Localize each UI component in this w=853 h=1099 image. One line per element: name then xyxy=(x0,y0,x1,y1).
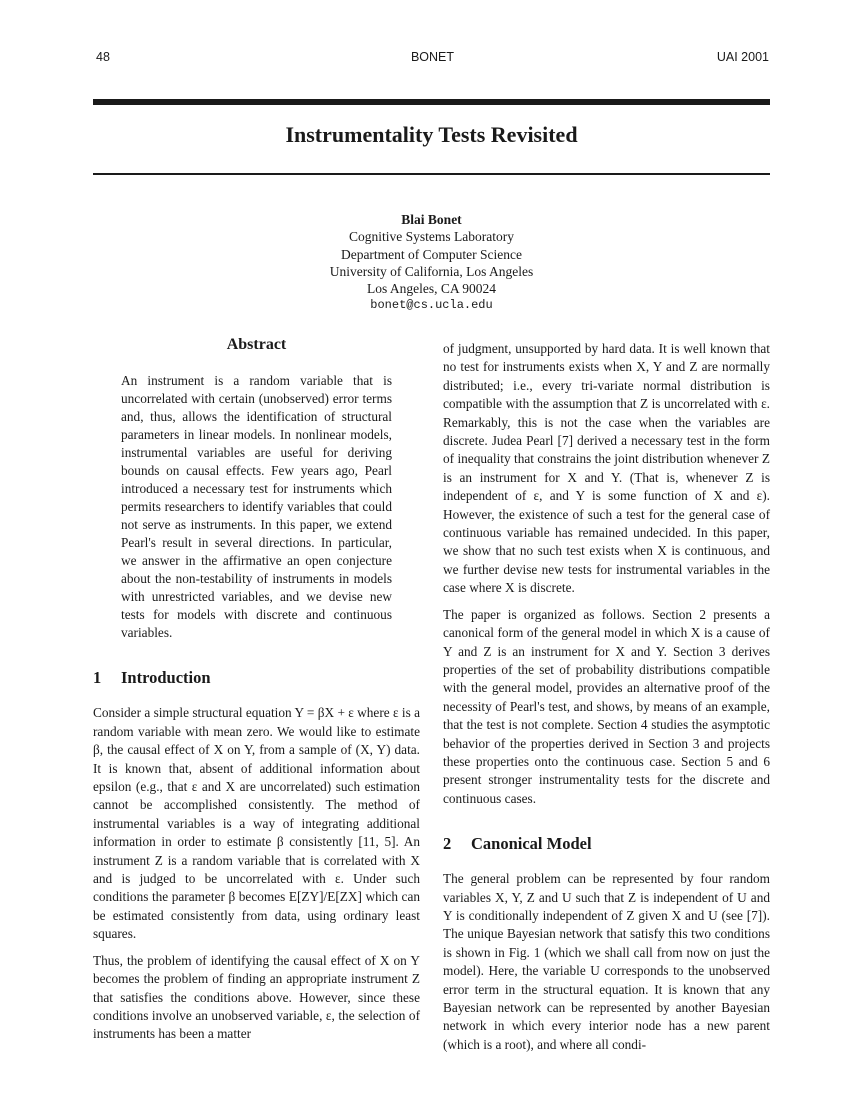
author-email: bonet@cs.ucla.edu xyxy=(370,298,493,313)
affiliation-line: Department of Computer Science xyxy=(340,246,523,262)
body-paragraph: The general problem can be represented by four random variables X, Y, Z and U such that Z is independent of U and Y is conditionally independent of Z given X and U (see [7]). The unique Bayesian network that satisfy this two conditions is shown in Fig. 1 (which we shall call from now on just the model). Here, the variable U corresponds to the unobserved error term in the structural equation. It is known that any Bayesian network can be represented by another Bayesian network in which every interior node has a new parent (which is a root), and where all condi- xyxy=(443,871,770,1052)
author-block xyxy=(93,211,770,315)
section-number: 1 xyxy=(93,668,102,688)
running-title: BONET xyxy=(410,50,455,64)
body-paragraph: Thus, the problem of identifying the causal effect of X on Y becomes the problem of finding an appropriate instrument Z that satisfies the conditions above. However, since these conditions involve an unobserved variable, ε, the selection of instruments has been a matter xyxy=(93,952,420,1042)
abstract-text: An instrument is a random variable that is uncorrelated with certain (unobserved) error terms and, thus, allows the identification of structural parameters in linear models. In nonlinear models, instrumental variables are useful for deriving bounds on causal effects. Few years ago, Pearl introduced a necessary test for instruments which permits researchers to identify variables that could not serve as instruments. In this paper, we extend Pearl's result in several directions. In particular, we answer in the affirmative an open conjecture about the non-testability of instruments in models with unrestricted variables, and we devise new tests for models with discrete and continuous variables. xyxy=(121,373,392,641)
affiliation-line: University of California, Los Angeles xyxy=(329,263,534,279)
section-title: Introduction xyxy=(121,668,211,688)
section-title: Canonical Model xyxy=(471,834,592,854)
abstract-heading: Abstract xyxy=(226,336,287,353)
section-heading-canonical-model xyxy=(443,834,770,854)
section-number: 2 xyxy=(443,834,452,854)
paper-title: Instrumentality Tests Revisited xyxy=(285,122,578,147)
author-name: Blai Bonet xyxy=(401,212,462,227)
body-paragraph: The paper is organized as follows. Section 2 presents a canonical form of the general model in which X is a cause of Y and Z is an instrument for X and Y. Section 3 derives properties of the set of probability distributions compatible with the general model, provides an alternative proof of the necessity of Pearl's test, and shows, by means of an example, that the test is not complete. Section 4 studies the asymptotic behavior of the properties derived in Section 3 and projects these properties onto the continuous case. Section 5 and 6 present stronger instrumentality tests for the discrete and continuous cases. xyxy=(443,606,770,806)
top-rule xyxy=(93,99,770,105)
affiliation-line: Cognitive Systems Laboratory xyxy=(349,229,514,245)
venue-label: UAI 2001 xyxy=(716,50,769,64)
body-paragraph: Consider a simple structural equation Y = βX + ε where ε is a random variable with mean zero. We would like to estimate β, the causal effect of X on Y, from a sample of (X, Y) data. It is known that, absent of additional information about epsilon (e.g., that ε and X are uncorrelated) such estimation cannot be accomplished consistently. The method of instrumental variables is a way of integrating additional information in order to estimate β consistently [11, 5]. An instrument Z is a random variable that is correlated with X and is judged to be uncorrelated with ε. Under such conditions the parameter β becomes E[ZY]/E[ZX] which can be estimated consistently from data, using ordinary least squares. xyxy=(93,705,420,942)
running-head xyxy=(96,50,769,68)
affiliation-line: Los Angeles, CA 90024 xyxy=(366,281,496,297)
page-number: 48 xyxy=(96,50,110,64)
right-column xyxy=(443,340,770,1054)
left-column xyxy=(93,336,420,1044)
section-heading-introduction xyxy=(93,668,420,688)
body-paragraph: of judgment, unsupported by hard data. It is well known that no test for instruments exists when X, Y and Z are normally distributed; i.e., every tri-variate normal distribution is compatible with the assumption that Z is uncorrelated with ε. Remarkably, this is not the case when the variables are discrete. Judea Pearl [7] derived a necessary test in the form of inequality that constrains the joint distribution whenever Z is an instrument for X and Y. (That is, whenever Z is independent of ε, and Y is some function of X and ε). However, the existence of such a test for the general case of continuous variable has remained undecided. In this paper, we show that no such test exists when X is continuous, and we further devise new tests for instrumental variables in the case where X is discrete. xyxy=(443,341,770,596)
title-rule xyxy=(93,173,770,175)
